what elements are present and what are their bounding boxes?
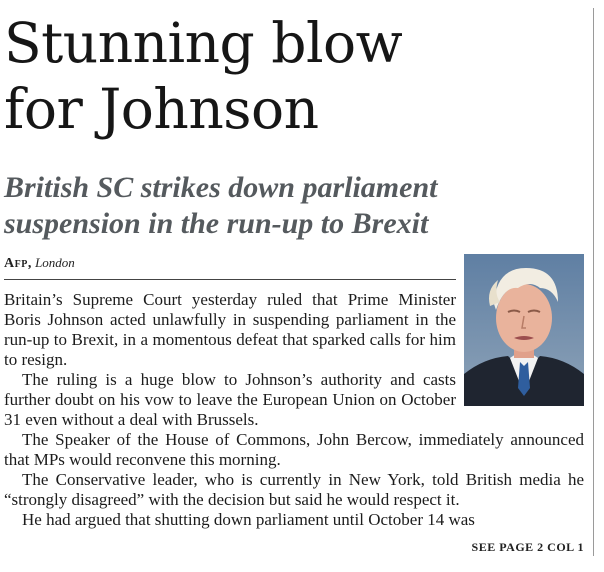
subheadline-line-1: British SC strikes down parliament [4,171,438,204]
paragraph-3: The Speaker of the House of Commons, John Bercow, immediately announced that MPs would reconvene this morning. [4,430,584,469]
paragraph-5: He had argued that shutting down parliament until October 14 was [22,510,475,529]
subheadline [4,170,584,242]
headline-line-2: for Johnson [4,77,319,141]
paragraph-1: Britain’s Supreme Court yesterday ruled that Prime Minister Boris Johnson acted unlawfully in suspending parliament in the run-up to Brexit, in a momentous defeat that sparked calls for him to resign. [4,290,456,369]
byline-place: London [35,255,75,270]
paragraph-2: The ruling is a huge blow to Johnson’s authority and casts further doubt on his vow to leave the European Union on October 31 even without a deal with Brussels. [4,370,456,429]
byline-agency: Afp, [4,256,32,271]
column-divider [593,8,594,556]
article-body [4,290,584,530]
byline [4,255,75,272]
headline [4,10,589,142]
headline-line-1: Stunning blow [4,11,403,75]
byline-divider [4,279,456,280]
continuation-note: SEE PAGE 2 COL 1 [471,540,584,554]
paragraph-4: The Conservative leader, who is currently in New York, told British media he “strongly disagreed” with the decision but said he would respect it. [4,470,584,509]
subheadline-line-2: suspension in the run-up to Brexit [4,207,429,240]
